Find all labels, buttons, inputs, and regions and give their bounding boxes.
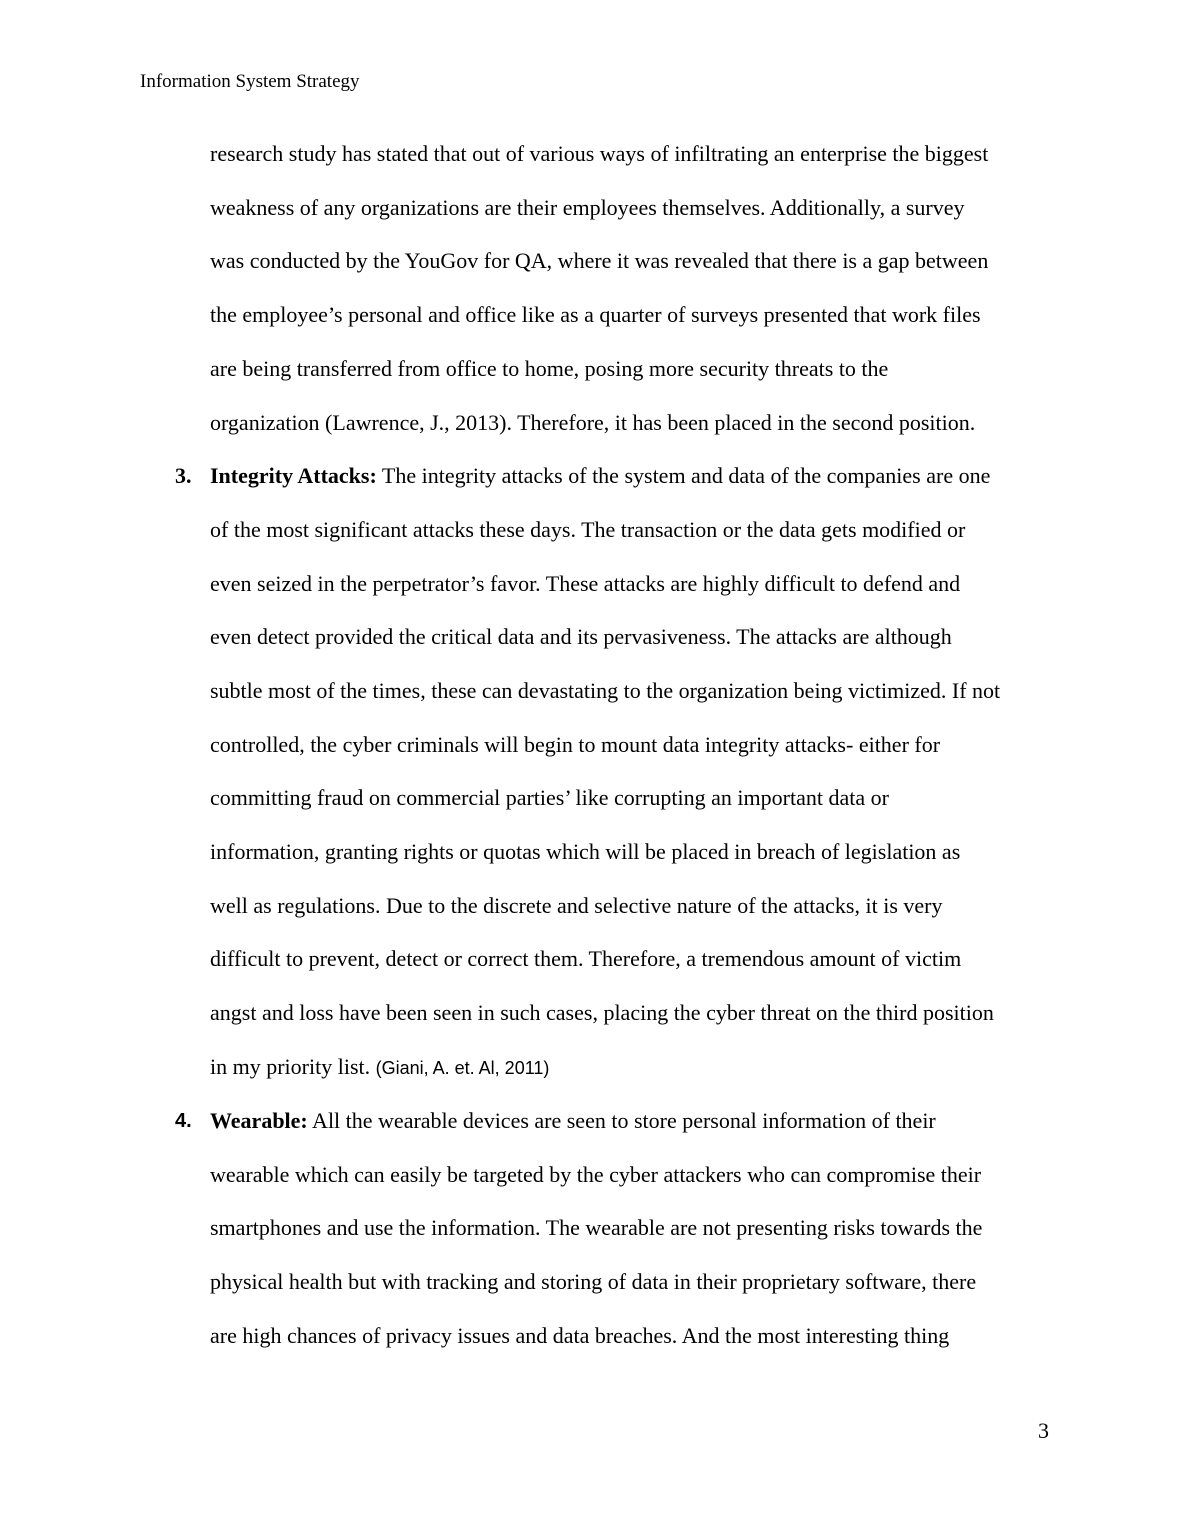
list-item-3-first-line-text: The integrity attacks of the system and data of the companies are one: [376, 463, 991, 488]
body-line: was conducted by the YouGov for QA, where it was revealed that there is a gap between: [210, 248, 989, 273]
list-item-4-first-line-text: All the wearable devices are seen to store personal information of their: [307, 1108, 936, 1133]
body-line: weakness of any organizations are their employees themselves. Additionally, a survey: [210, 195, 965, 220]
body-line: the employee’s personal and office like as a quarter of surveys presented that work files: [210, 302, 981, 327]
body-line: research study has stated that out of various ways of infiltrating an enterprise the biggest: [210, 141, 989, 166]
page-number: 3: [1038, 1418, 1049, 1443]
body-line: wearable which can easily be targeted by the cyber attackers who can compromise their: [210, 1162, 982, 1187]
body-line: are high chances of privacy issues and data breaches. And the most interesting thing: [210, 1323, 950, 1348]
body-line: committing fraud on commercial parties’ like corrupting an important data or: [210, 785, 889, 810]
body-line: difficult to prevent, detect or correct them. Therefore, a tremendous amount of victim: [210, 946, 962, 971]
list-item-3-last-line: [210, 1053, 549, 1082]
list-item-4-heading: Wearable:: [210, 1108, 308, 1133]
body-line: physical health but with tracking and storing of data in their proprietary software, there: [210, 1269, 977, 1294]
list-item-3-heading: Integrity Attacks:: [210, 463, 377, 488]
citation: (Giani, A. et. Al, 2011): [375, 1058, 550, 1078]
body-line: even seized in the perpetrator’s favor. These attacks are highly difficult to defend and: [210, 571, 961, 596]
body-line: information, granting rights or quotas which will be placed in breach of legislation as: [210, 839, 961, 864]
body-line: well as regulations. Due to the discrete and selective nature of the attacks, it is very: [210, 893, 943, 918]
list-item-3-first-line: [210, 462, 990, 490]
running-head: Information System Strategy: [140, 71, 360, 92]
body-line: smartphones and use the information. The wearable are not presenting risks towards the: [210, 1215, 983, 1240]
body-line: organization (Lawrence, J., 2013). Therefore, it has been placed in the second position.: [210, 410, 976, 435]
list-item-4-first-line: [210, 1107, 936, 1135]
body-line: subtle most of the times, these can devastating to the organization being victimized. If not: [210, 678, 1001, 703]
list-number-3: 3.: [175, 463, 192, 488]
body-line: angst and loss have been seen in such cases, placing the cyber threat on the third position: [210, 1000, 994, 1025]
body-line: controlled, the cyber criminals will begin to mount data integrity attacks- either for: [210, 732, 941, 757]
list-number-4: 4.: [175, 1110, 192, 1132]
body-line: even detect provided the critical data and its pervasiveness. The attacks are although: [210, 624, 952, 649]
body-text: in my priority list.: [210, 1054, 376, 1079]
body-line: are being transferred from office to home, posing more security threats to the: [210, 356, 889, 381]
body-line: of the most significant attacks these days. The transaction or the data gets modified or: [210, 517, 966, 542]
